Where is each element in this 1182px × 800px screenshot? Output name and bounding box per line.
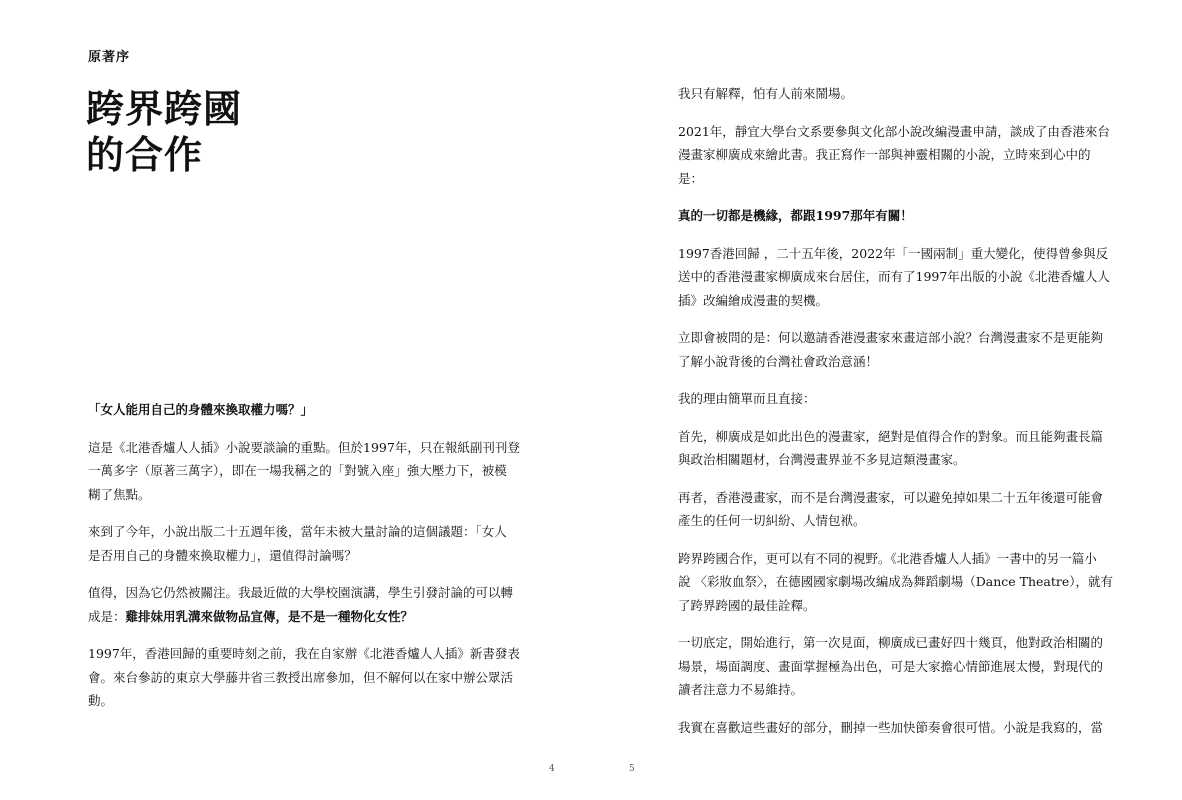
paragraph-r10: 一切底定，開始進行，第一次見面，柳廣成已畫好四十幾頁，他對政治相關的 場景，場面調度、畫面掌握極為出色，可是大家擔心情節進展太慢，對現代的 讀者注意力不易維持。 xyxy=(678,635,1104,697)
paragraph-r8: 再者，香港漫畫家，而不是台灣漫畫家，可以避免掉如果二十五年後還可能會 產生的任何一切糾紛、人情包袱。 xyxy=(678,489,1104,528)
page-number-right: 5 xyxy=(629,764,635,774)
paragraph-3: 值得，因為它仍然被關注。我最近做的大學校園演講，學生引發討論的可以轉 成是：雞排妹用乳溝來做物品宣傳，是不是一種物化女性？ xyxy=(88,585,514,624)
paragraph-r7: 首先，柳廣成是如此出色的漫畫家，絕對是值得合作的對象。而且能夠畫長篇 與政治相關題材，台灣漫畫界並不多見這類漫畫家。 xyxy=(678,428,1104,467)
paragraph-2: 來到了今年，小說出版二十五週年後，當年未被大量討論的這個議題：「女人 是否用自己的身體來換取權力」，還值得討論嗎？ xyxy=(88,524,507,563)
paragraph-r2: 2021年，靜宜大學台文系要參與文化部小說改編漫畫申請，談成了由香港來台 漫畫家柳廣成來繪此書。我正寫作一部與神靈相關的小說，立時來到心中的 是： xyxy=(678,123,1110,186)
paragraph-1: 這是《北港香爐人人插》小說要談論的重點。但於1997年，只在報紙副刊刊登 一萬多字（原著三萬字），即在一場我稱之的「對號入座」強大壓力下，被模 糊了焦點。 xyxy=(88,439,520,502)
section-label: 原著序 xyxy=(88,50,131,65)
paragraph-r6: 我的理由簡單而且直接： xyxy=(678,391,816,406)
paragraph-r11: 我實在喜歡這些畫好的部分，刪掉一些加快節奏會很可惜。小說是我寫的，當 xyxy=(678,719,1104,735)
paragraph-r1: 我只有解釋，怕有人前來鬧場。 xyxy=(678,86,854,101)
emphasis-question: 雞排妹用乳溝來做物品宣傳，是不是一種物化女性？ xyxy=(125,608,414,624)
right-page xyxy=(591,0,1182,800)
page-number-left: 4 xyxy=(549,764,555,774)
title-line-2: 的合作 xyxy=(86,133,204,177)
opening-quote: 「女人能用自己的身體來換取權力嗎？」 xyxy=(88,402,314,417)
paragraph-4: 1997年，香港回歸的重要時刻之前，我在自家辦《北港香爐人人插》新書發表 會。來台參訪的東京大學藤井省三教授出席參加，但不解何以在家中辦公眾活 動。 xyxy=(88,646,520,708)
paragraph-r3-emphasis: 真的一切都是機緣，都跟1997那年有關！ xyxy=(678,208,913,223)
chapter-title xyxy=(86,86,242,178)
paragraph-r9: 跨界跨國合作，更可以有不同的視野。《北港香爐人人插》一書中的另一篇小 說 〈彩妝血祭〉，在德國國家劇場改編成為舞蹈劇場（Dance Theatre），就有 了跨界跨國的最佳詮釋。 xyxy=(678,550,1114,613)
title-line-1: 跨界跨國 xyxy=(86,87,243,131)
left-body-text xyxy=(88,398,520,727)
right-body-text xyxy=(678,82,1114,753)
paragraph-r5: 立即會被問的是：何以邀請香港漫畫家來畫這部小說？台灣漫畫家不是更能夠 了解小說背後的台灣社會政治意涵！ xyxy=(678,330,1104,369)
paragraph-r4: 1997香港回歸 ，二十五年後，2022年「一國兩制」重大變化，使得曾參與反 送中的香港漫畫家柳廣成來台居住，而有了1997年出版的小說《北港香爐人人 插》改編繪成漫畫的契機。 xyxy=(678,245,1110,308)
